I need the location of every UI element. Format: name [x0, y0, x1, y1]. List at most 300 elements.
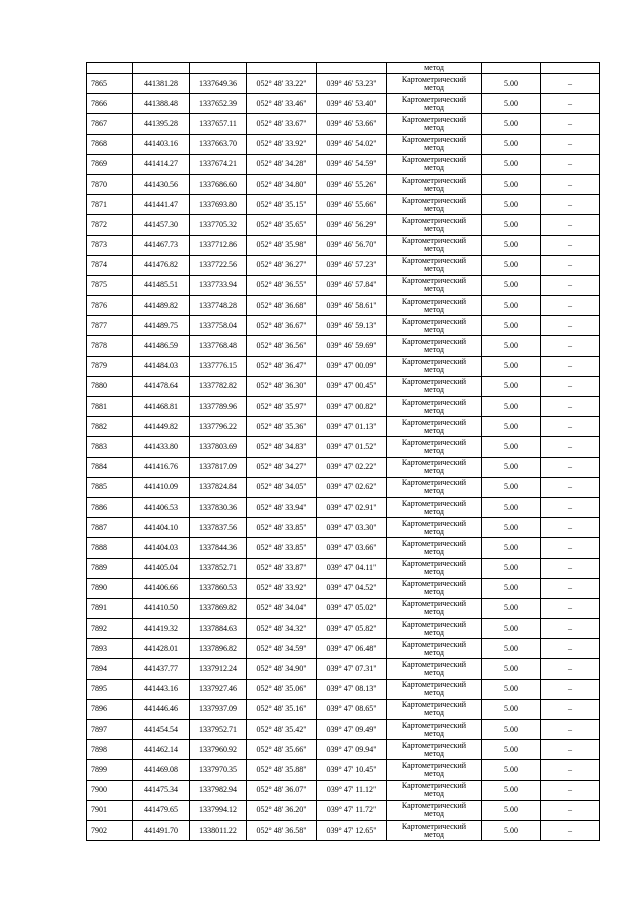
method-line-2: метод [424, 284, 444, 294]
cell-latitude [247, 63, 317, 74]
cell-accuracy: 5.00 [482, 497, 541, 517]
cell-longitude: 039° 47' 10.45" [317, 760, 387, 780]
cell-method [387, 376, 482, 396]
cell-x: 441491.70 [133, 820, 190, 840]
cell-x: 441454.54 [133, 720, 190, 740]
cell-method [387, 639, 482, 659]
method-line-1: Картометрический [401, 458, 467, 468]
cell-latitude: 052° 48' 34.27" [247, 457, 317, 477]
cell-latitude: 052° 48' 34.04" [247, 598, 317, 618]
cell-note: – [541, 679, 600, 699]
table-row [87, 679, 600, 699]
cell-latitude: 052° 48' 36.67" [247, 316, 317, 336]
cell-latitude: 052° 48' 35.66" [247, 740, 317, 760]
cell-longitude: 039° 47' 09.49" [317, 720, 387, 740]
cell-x: 441381.28 [133, 74, 190, 94]
cell-method [387, 780, 482, 800]
cell-note: – [541, 417, 600, 437]
cell-x: 441485.51 [133, 275, 190, 295]
cell-latitude: 052° 48' 34.80" [247, 174, 317, 194]
cell-method [387, 720, 482, 740]
cell-note: – [541, 518, 600, 538]
method-line-2: метод [424, 526, 444, 536]
table-row [87, 417, 600, 437]
cell-point-number: 7867 [87, 114, 133, 134]
cell-latitude: 052° 48' 36.55" [247, 275, 317, 295]
cell-note: – [541, 275, 600, 295]
cell-note: – [541, 154, 600, 174]
cell-method [387, 356, 482, 376]
cell-x: 441479.65 [133, 800, 190, 820]
cell-y: 1337649.36 [190, 74, 247, 94]
cell-y: 1337776.15 [190, 356, 247, 376]
method-line-1: Картометрический [401, 195, 467, 205]
cell-point-number [87, 63, 133, 74]
cell-point-number: 7884 [87, 457, 133, 477]
cell-note: – [541, 174, 600, 194]
cell-accuracy: 5.00 [482, 699, 541, 719]
cell-accuracy [482, 63, 541, 74]
cell-x: 441475.34 [133, 780, 190, 800]
cell-latitude: 052° 48' 34.05" [247, 477, 317, 497]
cell-x: 441489.75 [133, 316, 190, 336]
cell-y: 1337852.71 [190, 558, 247, 578]
cell-note: – [541, 598, 600, 618]
method-line-2: метод [424, 486, 444, 496]
cell-accuracy: 5.00 [482, 94, 541, 114]
cell-longitude: 039° 47' 08.13" [317, 679, 387, 699]
method-line-2: метод [424, 183, 444, 193]
cell-note: – [541, 820, 600, 840]
cell-note: – [541, 780, 600, 800]
cell-longitude: 039° 46' 55.26" [317, 174, 387, 194]
cell-latitude: 052° 48' 35.36" [247, 417, 317, 437]
coordinates-table [86, 62, 600, 841]
cell-method [387, 437, 482, 457]
cell-accuracy: 5.00 [482, 336, 541, 356]
cell-note: – [541, 578, 600, 598]
cell-y: 1337817.09 [190, 457, 247, 477]
cell-method [387, 94, 482, 114]
cell-note: – [541, 296, 600, 316]
cell-latitude: 052° 48' 35.98" [247, 235, 317, 255]
method-line-1: Картометрический [401, 276, 467, 286]
cell-longitude: 039° 46' 59.13" [317, 316, 387, 336]
cell-accuracy: 5.00 [482, 780, 541, 800]
cell-latitude: 052° 48' 34.83" [247, 437, 317, 457]
cell-y: 1337860.53 [190, 578, 247, 598]
table-row [87, 275, 600, 295]
cell-method [387, 578, 482, 598]
table-row [87, 477, 600, 497]
cell-y: 1337952.71 [190, 720, 247, 740]
method-line-2: метод [424, 506, 444, 516]
cell-point-number: 7869 [87, 154, 133, 174]
table-row [87, 336, 600, 356]
method-line-2: метод [424, 163, 444, 173]
table-row [87, 800, 600, 820]
cell-x: 441478.64 [133, 376, 190, 396]
cell-accuracy: 5.00 [482, 740, 541, 760]
cell-method [387, 114, 482, 134]
method-line-2: метод [424, 546, 444, 556]
cell-point-number: 7871 [87, 195, 133, 215]
cell-y: 1337982.94 [190, 780, 247, 800]
cell-accuracy: 5.00 [482, 477, 541, 497]
cell-note: – [541, 356, 600, 376]
cell-note: – [541, 538, 600, 558]
cell-longitude: 039° 47' 00.82" [317, 397, 387, 417]
cell-point-number: 7868 [87, 134, 133, 154]
cell-point-number: 7882 [87, 417, 133, 437]
cell-y: 1337705.32 [190, 215, 247, 235]
cell-note: – [541, 376, 600, 396]
cell-accuracy: 5.00 [482, 720, 541, 740]
method-line-2: метод [424, 607, 444, 617]
method-line-1: Картометрический [401, 337, 467, 347]
cell-point-number: 7891 [87, 598, 133, 618]
table-row [87, 497, 600, 517]
cell-x: 441441.47 [133, 195, 190, 215]
cell-method [387, 598, 482, 618]
cell-point-number: 7887 [87, 518, 133, 538]
cell-latitude: 052° 48' 36.47" [247, 356, 317, 376]
table-row [87, 74, 600, 94]
cell-point-number: 7895 [87, 679, 133, 699]
cell-y: 1337830.36 [190, 497, 247, 517]
method-line-1: Картометрический [401, 559, 467, 569]
cell-x: 441405.04 [133, 558, 190, 578]
cell-accuracy: 5.00 [482, 215, 541, 235]
method-line-2: метод [424, 223, 444, 233]
cell-accuracy: 5.00 [482, 679, 541, 699]
cell-accuracy: 5.00 [482, 578, 541, 598]
cell-accuracy: 5.00 [482, 538, 541, 558]
method-line-2: метод [424, 304, 444, 314]
method-line-2: метод [424, 809, 444, 819]
cell-note: – [541, 195, 600, 215]
cell-point-number: 7878 [87, 336, 133, 356]
cell-x: 441406.53 [133, 497, 190, 517]
method-line-1: Картометрический [401, 74, 467, 84]
method-line-1: Картометрический [401, 357, 467, 367]
cell-note: – [541, 114, 600, 134]
method-line-2: метод [424, 102, 444, 112]
method-line-1: Картометрический [401, 781, 467, 791]
cell-y: 1337789.96 [190, 397, 247, 417]
cell-longitude: 039° 47' 00.09" [317, 356, 387, 376]
cell-y: 1337937.09 [190, 699, 247, 719]
cell-latitude: 052° 48' 33.92" [247, 134, 317, 154]
cell-x: 441489.82 [133, 296, 190, 316]
cell-accuracy: 5.00 [482, 457, 541, 477]
method-line-1: Картометрический [401, 437, 467, 447]
cell-accuracy: 5.00 [482, 639, 541, 659]
cell-method [387, 154, 482, 174]
table-row [87, 195, 600, 215]
cell-y: 1337796.22 [190, 417, 247, 437]
table-row [87, 215, 600, 235]
table-body [87, 63, 600, 841]
cell-point-number: 7889 [87, 558, 133, 578]
cell-x: 441433.80 [133, 437, 190, 457]
cell-point-number: 7872 [87, 215, 133, 235]
cell-longitude: 039° 46' 53.40" [317, 94, 387, 114]
method-line-1: Картометрический [401, 316, 467, 326]
method-line-2: метод [424, 748, 444, 758]
method-line-1: Картометрический [401, 478, 467, 488]
method-line-2: метод [424, 244, 444, 254]
cell-point-number: 7873 [87, 235, 133, 255]
method-line-1: Картометрический [401, 740, 467, 750]
cell-point-number: 7880 [87, 376, 133, 396]
cell-longitude: 039° 47' 01.13" [317, 417, 387, 437]
method-line-1: Картометрический [401, 538, 467, 548]
cell-method [387, 275, 482, 295]
cell-point-number: 7876 [87, 296, 133, 316]
cell-longitude: 039° 47' 00.45" [317, 376, 387, 396]
method-line-1: Картометрический [401, 175, 467, 185]
cell-note: – [541, 316, 600, 336]
cell-method [387, 417, 482, 437]
cell-method [387, 215, 482, 235]
method-line-2: метод [424, 647, 444, 657]
cell-y: 1337824.84 [190, 477, 247, 497]
cell-method [387, 457, 482, 477]
table-row [87, 316, 600, 336]
method-line-1: Картометрический [401, 801, 467, 811]
cell-x: 441419.32 [133, 619, 190, 639]
table-row [87, 598, 600, 618]
cell-point-number: 7883 [87, 437, 133, 457]
cell-longitude: 039° 47' 04.52" [317, 578, 387, 598]
cell-method [387, 820, 482, 840]
cell-latitude: 052° 48' 35.97" [247, 397, 317, 417]
method-line-1: Картометрический [401, 660, 467, 670]
cell-longitude: 039° 47' 11.12" [317, 780, 387, 800]
cell-latitude: 052° 48' 36.27" [247, 255, 317, 275]
cell-y: 1337844.36 [190, 538, 247, 558]
method-line-1: Картометрический [401, 680, 467, 690]
cell-method [387, 74, 482, 94]
cell-accuracy: 5.00 [482, 356, 541, 376]
cell-note: – [541, 477, 600, 497]
method-line-1: Картометрический [401, 720, 467, 730]
cell-point-number: 7879 [87, 356, 133, 376]
table-row [87, 376, 600, 396]
cell-longitude: 039° 47' 02.91" [317, 497, 387, 517]
cell-longitude: 039° 46' 57.23" [317, 255, 387, 275]
cell-longitude: 039° 47' 03.30" [317, 518, 387, 538]
cell-accuracy: 5.00 [482, 255, 541, 275]
cell-accuracy: 5.00 [482, 296, 541, 316]
method-line-2: метод [424, 385, 444, 395]
cell-y [190, 63, 247, 74]
cell-x: 441430.56 [133, 174, 190, 194]
cell-x [133, 63, 190, 74]
table-row [87, 296, 600, 316]
cell-accuracy: 5.00 [482, 376, 541, 396]
cell-latitude: 052° 48' 36.58" [247, 820, 317, 840]
cell-y: 1337652.39 [190, 94, 247, 114]
cell-x: 441437.77 [133, 659, 190, 679]
cell-y: 1337837.56 [190, 518, 247, 538]
cell-longitude: 039° 47' 05.02" [317, 598, 387, 618]
cell-method [387, 659, 482, 679]
table-row [87, 659, 600, 679]
cell-latitude: 052° 48' 35.88" [247, 760, 317, 780]
cell-y: 1337733.94 [190, 275, 247, 295]
cell-longitude: 039° 46' 56.70" [317, 235, 387, 255]
method-line-1: Картометрический [401, 760, 467, 770]
method-line-1: Картометрический [401, 296, 467, 306]
method-line-1: Картометрический [401, 236, 467, 246]
cell-longitude: 039° 47' 01.52" [317, 437, 387, 457]
method-line-1: Картометрический [401, 498, 467, 508]
cell-accuracy: 5.00 [482, 316, 541, 336]
cell-note: – [541, 497, 600, 517]
cell-x: 441468.81 [133, 397, 190, 417]
cell-latitude: 052° 48' 35.16" [247, 699, 317, 719]
cell-accuracy: 5.00 [482, 760, 541, 780]
cell-y: 1337758.04 [190, 316, 247, 336]
cell-note: – [541, 134, 600, 154]
cell-point-number: 7885 [87, 477, 133, 497]
cell-method [387, 740, 482, 760]
cell-longitude: 039° 47' 02.22" [317, 457, 387, 477]
cell-y: 1337869.82 [190, 598, 247, 618]
cell-latitude: 052° 48' 34.28" [247, 154, 317, 174]
cell-point-number: 7881 [87, 397, 133, 417]
cell-latitude: 052° 48' 34.90" [247, 659, 317, 679]
cell-accuracy: 5.00 [482, 397, 541, 417]
cell-method [387, 336, 482, 356]
cell-note: – [541, 336, 600, 356]
method-line-2: метод [424, 405, 444, 415]
cell-y: 1337970.35 [190, 760, 247, 780]
cell-point-number: 7866 [87, 94, 133, 114]
cell-x: 441476.82 [133, 255, 190, 275]
cell-note: – [541, 437, 600, 457]
cell-method [387, 800, 482, 820]
cell-y: 1337927.46 [190, 679, 247, 699]
cell-x: 441416.76 [133, 457, 190, 477]
method-line-2: метод [424, 688, 444, 698]
method-line-1: Картометрический [401, 377, 467, 387]
cell-x: 441484.03 [133, 356, 190, 376]
cell-point-number: 7865 [87, 74, 133, 94]
cell-longitude: 039° 47' 12.65" [317, 820, 387, 840]
cell-latitude: 052° 48' 36.68" [247, 296, 317, 316]
cell-method [387, 497, 482, 517]
cell-x: 441467.73 [133, 235, 190, 255]
cell-point-number: 7902 [87, 820, 133, 840]
cell-note: – [541, 94, 600, 114]
table-row [87, 740, 600, 760]
cell-longitude: 039° 46' 53.23" [317, 74, 387, 94]
cell-x: 441443.16 [133, 679, 190, 699]
cell-accuracy: 5.00 [482, 659, 541, 679]
method-line-1: Картометрический [401, 700, 467, 710]
method-line-2: метод [424, 365, 444, 375]
cell-longitude: 039° 46' 59.69" [317, 336, 387, 356]
cell-longitude: 039° 46' 54.59" [317, 154, 387, 174]
cell-note: – [541, 639, 600, 659]
cell-y: 1337912.24 [190, 659, 247, 679]
cell-latitude: 052° 48' 34.32" [247, 619, 317, 639]
cell-point-number: 7900 [87, 780, 133, 800]
cell-longitude: 039° 47' 02.62" [317, 477, 387, 497]
cell-accuracy: 5.00 [482, 598, 541, 618]
cell-point-number: 7886 [87, 497, 133, 517]
method-line-2: метод [424, 264, 444, 274]
cell-latitude: 052° 48' 35.06" [247, 679, 317, 699]
cell-latitude: 052° 48' 35.42" [247, 720, 317, 740]
cell-point-number: 7896 [87, 699, 133, 719]
cell-note: – [541, 235, 600, 255]
cell-x: 441410.50 [133, 598, 190, 618]
method-line-1: Картометрический [401, 599, 467, 609]
cell-longitude: 039° 47' 06.48" [317, 639, 387, 659]
cell-accuracy: 5.00 [482, 275, 541, 295]
cell-longitude [317, 63, 387, 74]
cell-y: 1337674.21 [190, 154, 247, 174]
method-line-2: метод [424, 728, 444, 738]
cell-latitude: 052° 48' 36.30" [247, 376, 317, 396]
cell-x: 441486.59 [133, 336, 190, 356]
cell-y: 1337994.12 [190, 800, 247, 820]
cell-x: 441403.16 [133, 134, 190, 154]
cell-method [387, 538, 482, 558]
cell-point-number: 7870 [87, 174, 133, 194]
method-line-1: Картометрический [401, 256, 467, 266]
table-row [87, 558, 600, 578]
table-row [87, 356, 600, 376]
cell-method [387, 619, 482, 639]
cell-longitude: 039° 47' 07.31" [317, 659, 387, 679]
table-row [87, 518, 600, 538]
cell-accuracy: 5.00 [482, 558, 541, 578]
cell-point-number: 7894 [87, 659, 133, 679]
cell-y: 1337686.60 [190, 174, 247, 194]
method-line-1: Картометрический [401, 155, 467, 165]
cell-note: – [541, 215, 600, 235]
method-line-1: Картометрический [401, 94, 467, 104]
method-line-1: Картометрический [401, 397, 467, 407]
cell-point-number: 7890 [87, 578, 133, 598]
method-line-2: метод [424, 466, 444, 476]
table-row [87, 578, 600, 598]
table-row [87, 760, 600, 780]
method-line-2: метод [424, 829, 444, 839]
table-row [87, 699, 600, 719]
method-line-1: Картометрический [401, 619, 467, 629]
method-line-2: метод [424, 567, 444, 577]
cell-method [387, 699, 482, 719]
cell-method [387, 63, 482, 74]
cell-point-number: 7888 [87, 538, 133, 558]
cell-accuracy: 5.00 [482, 518, 541, 538]
cell-y: 1337657.11 [190, 114, 247, 134]
table-row [87, 780, 600, 800]
cell-note: – [541, 74, 600, 94]
table-row [87, 235, 600, 255]
cell-longitude: 039° 47' 08.65" [317, 699, 387, 719]
cell-method [387, 255, 482, 275]
cell-latitude: 052° 48' 36.56" [247, 336, 317, 356]
cell-method [387, 679, 482, 699]
cell-latitude: 052° 48' 34.59" [247, 639, 317, 659]
